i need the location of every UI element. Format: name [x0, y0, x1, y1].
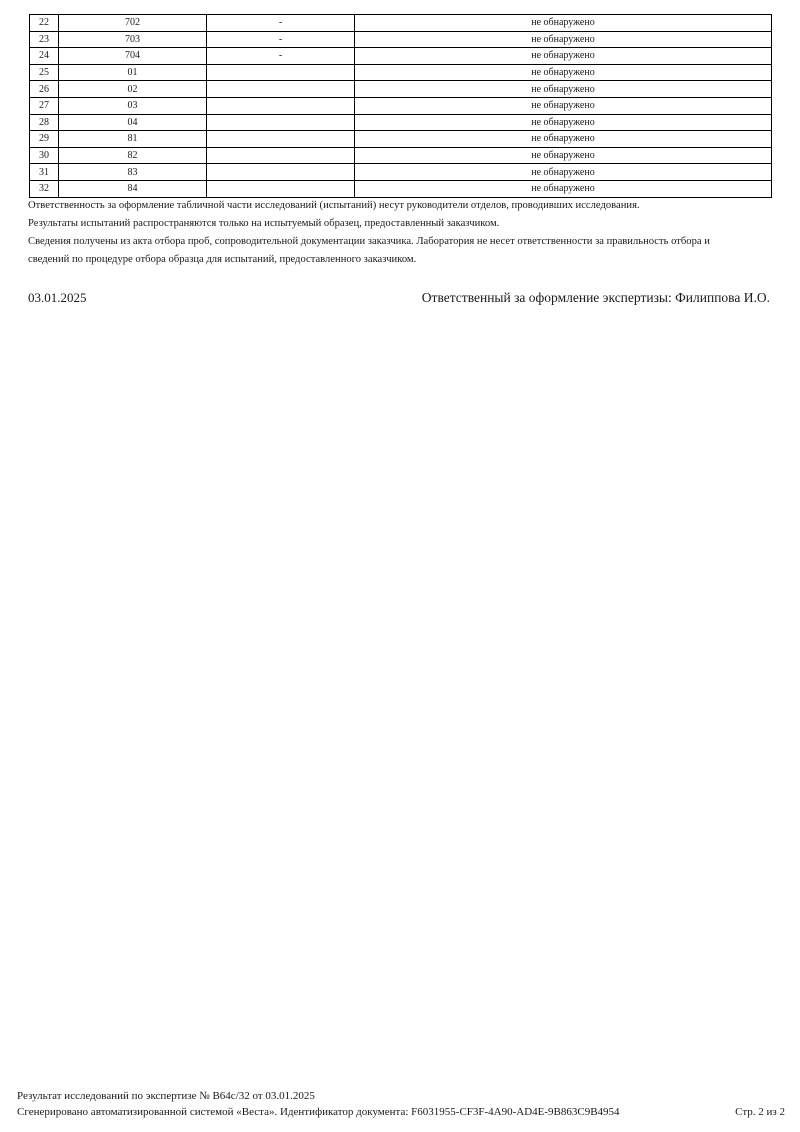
table-row [30, 81, 772, 98]
table-cell-result: не обнаружено [355, 64, 772, 81]
table-cell-num: 26 [30, 81, 59, 98]
disclaimer-notes [28, 197, 744, 269]
table-cell-code: 01 [59, 64, 207, 81]
table-row [30, 147, 772, 164]
footer-page-number: Стр. 2 из 2 [735, 1106, 785, 1118]
note-responsibility: Ответственность за оформление табличной части исследований (испытаний) несут руководители отделов, проводивших исследования. [28, 200, 640, 211]
results-table [29, 14, 772, 198]
footer-expertise-reference: Результат исследований по экспертизе № В64с/32 от 03.01.2025 [17, 1090, 315, 1102]
table-row [30, 180, 772, 197]
table-cell-result: не обнаружено [355, 164, 772, 181]
table-cell-note: - [207, 15, 355, 32]
table-cell-code: 04 [59, 114, 207, 131]
table-cell-num: 32 [30, 180, 59, 197]
table-cell-num: 22 [30, 15, 59, 32]
table-row [30, 31, 772, 48]
table-cell-num: 24 [30, 48, 59, 65]
table-cell-num: 23 [30, 31, 59, 48]
table-cell-note [207, 81, 355, 98]
table-cell-result: не обнаружено [355, 81, 772, 98]
table-cell-code: 83 [59, 164, 207, 181]
footer-generated-by: Сгенерировано автоматизированной системой «Веста». Идентификатор документа: F6031955-CF3F-4A90-AD4E-9B863C9B4954 [17, 1106, 620, 1118]
table-cell-code: 704 [59, 48, 207, 65]
table-cell-note [207, 97, 355, 114]
table-cell-code: 02 [59, 81, 207, 98]
table-cell-result: не обнаружено [355, 48, 772, 65]
note-sampling-info: Сведения получены из акта отбора проб, сопроводительной документации заказчика. Лаборатория не несет ответственности за правильность отбора и сведений по процедуре отбора образца для испытаний, предоставленного заказчиком. [28, 236, 710, 265]
table-cell-num: 29 [30, 131, 59, 148]
table-cell-note [207, 64, 355, 81]
table-cell-note: - [207, 31, 355, 48]
table-cell-num: 30 [30, 147, 59, 164]
table-cell-result: не обнаружено [355, 180, 772, 197]
table-cell-num: 28 [30, 114, 59, 131]
page-footer [17, 1088, 785, 1120]
table-row [30, 97, 772, 114]
table-cell-result: не обнаружено [355, 15, 772, 32]
table-cell-code: 703 [59, 31, 207, 48]
responsible-person: Ответственный за оформление экспертизы: Филиппова И.О. [421, 290, 770, 305]
signoff-row [28, 290, 770, 306]
table-cell-result: не обнаружено [355, 131, 772, 148]
table-cell-num: 25 [30, 64, 59, 81]
table-row [30, 131, 772, 148]
table-cell-code: 702 [59, 15, 207, 32]
table-cell-note [207, 164, 355, 181]
table-cell-result: не обнаружено [355, 147, 772, 164]
table-cell-num: 27 [30, 97, 59, 114]
table-cell-note: - [207, 48, 355, 65]
table-cell-result: не обнаружено [355, 31, 772, 48]
table-cell-result: не обнаружено [355, 97, 772, 114]
note-results-scope: Результаты испытаний распространяются только на испытуемый образец, предоставленный заказчиком. [28, 218, 500, 229]
table-cell-num: 31 [30, 164, 59, 181]
table-row [30, 64, 772, 81]
table-cell-note [207, 180, 355, 197]
footer-generation-row [17, 1104, 785, 1120]
table-cell-result: не обнаружено [355, 114, 772, 131]
table-row [30, 15, 772, 32]
table-row [30, 114, 772, 131]
table-row [30, 164, 772, 181]
table-cell-note [207, 114, 355, 131]
document-date: 03.01.2025 [28, 290, 87, 305]
table-cell-code: 03 [59, 97, 207, 114]
table-row [30, 48, 772, 65]
table-cell-note [207, 131, 355, 148]
table-cell-code: 84 [59, 180, 207, 197]
table-cell-code: 81 [59, 131, 207, 148]
results-table-body [30, 15, 772, 198]
table-cell-note [207, 147, 355, 164]
table-cell-code: 82 [59, 147, 207, 164]
